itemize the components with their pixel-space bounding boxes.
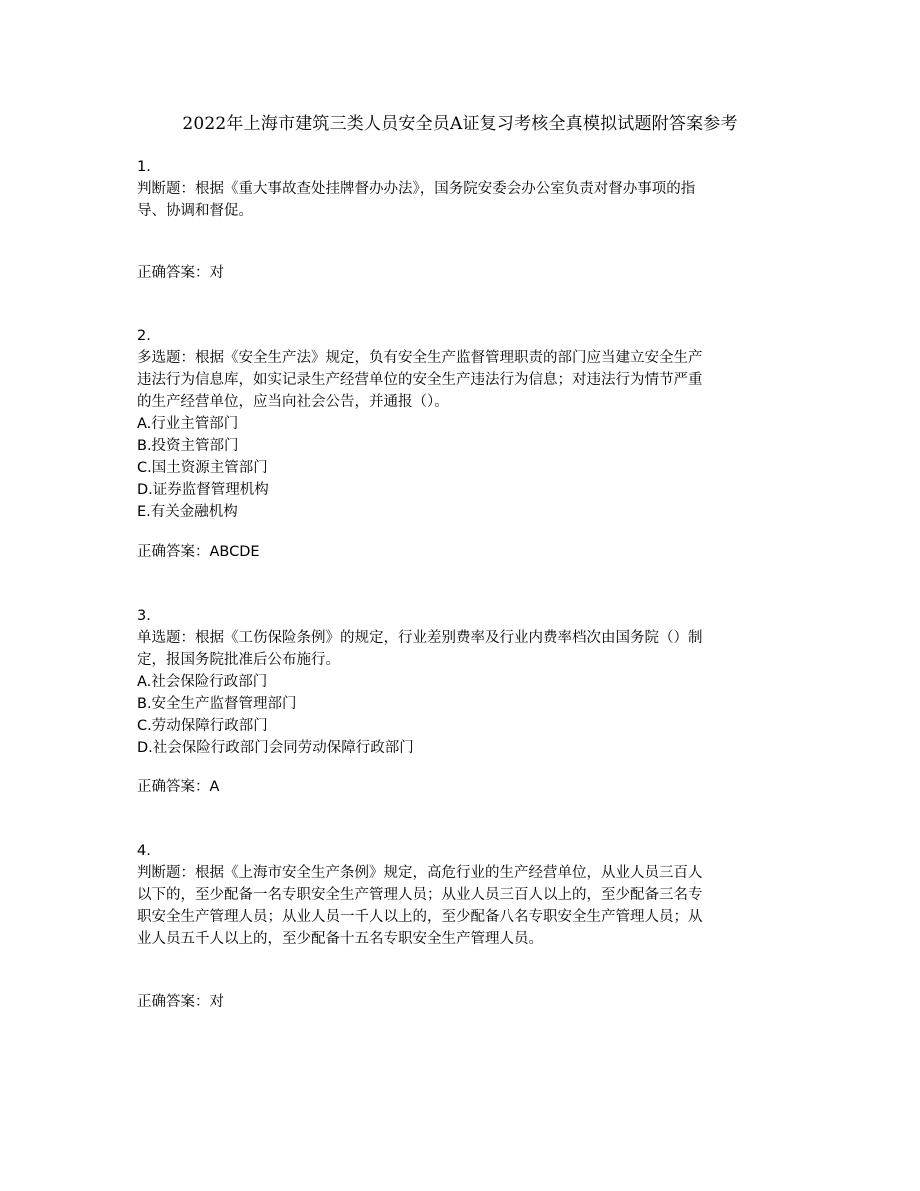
question-4 xyxy=(137,840,789,950)
question-text-line: 违法行为信息库，如实记录生产经营单位的安全生产违法行为信息；对违法行为情节严重 xyxy=(137,372,703,388)
question-text-line: 多选题：根据《安全生产法》规定，负有安全生产监督管理职责的部门应当建立安全生产 xyxy=(137,350,703,366)
question-3 xyxy=(137,605,789,759)
question-2 xyxy=(137,325,789,523)
answer-1: 正确答案：对 xyxy=(137,265,224,281)
question-number: 3. xyxy=(137,608,151,624)
option-d: D.社会保险行政部门会同劳动保障行政部门 xyxy=(137,740,414,756)
question-text-line: 导、协调和督促。 xyxy=(137,203,253,219)
question-number: 1. xyxy=(137,159,151,175)
question-text-line: 的生产经营单位，应当向社会公告，并通报（）。 xyxy=(137,394,449,410)
question-text-line: 业人员五千人以上的，至少配备十五名专职安全生产管理人员。 xyxy=(137,931,543,947)
document-title: 2022年上海市建筑三类人员安全员A证复习考核全真模拟试题附答案参考 xyxy=(182,114,738,134)
answer-2: 正确答案：ABCDE xyxy=(137,544,260,560)
option-b: B.安全生产监督管理部门 xyxy=(137,696,297,712)
answer-3: 正确答案：A xyxy=(137,779,220,795)
option-a: A.行业主管部门 xyxy=(137,416,239,432)
question-number: 2. xyxy=(137,328,151,344)
question-text-line: 职安全生产管理人员；从业人员一千人以上的，至少配备八名专职安全生产管理人员；从 xyxy=(137,909,703,925)
question-1 xyxy=(137,156,789,222)
option-a: A.社会保险行政部门 xyxy=(137,674,268,690)
option-b: B.投资主管部门 xyxy=(137,438,239,454)
option-c: C.国土资源主管部门 xyxy=(137,460,268,476)
option-e: E.有关金融机构 xyxy=(137,504,238,520)
question-text-line: 单选题：根据《工伤保险条例》的规定，行业差别费率及行业内费率档次由国务院（）制 xyxy=(137,630,703,646)
option-c: C.劳动保障行政部门 xyxy=(137,718,268,734)
question-number: 4. xyxy=(137,843,151,859)
question-text-line: 定，报国务院批准后公布施行。 xyxy=(137,652,340,668)
question-text-line: 以下的，至少配备一名专职安全生产管理人员；从业人员三百人以上的，至少配备三名专 xyxy=(137,887,703,903)
question-text-line: 判断题：根据《重大事故查处挂牌督办办法》，国务院安委会办公室负责对督办事项的指 xyxy=(137,181,696,197)
answer-4: 正确答案：对 xyxy=(137,994,224,1010)
question-text-line: 判断题：根据《上海市安全生产条例》规定，高危行业的生产经营单位，从业人员三百人 xyxy=(137,865,703,881)
option-d: D.证券监督管理机构 xyxy=(137,482,269,498)
